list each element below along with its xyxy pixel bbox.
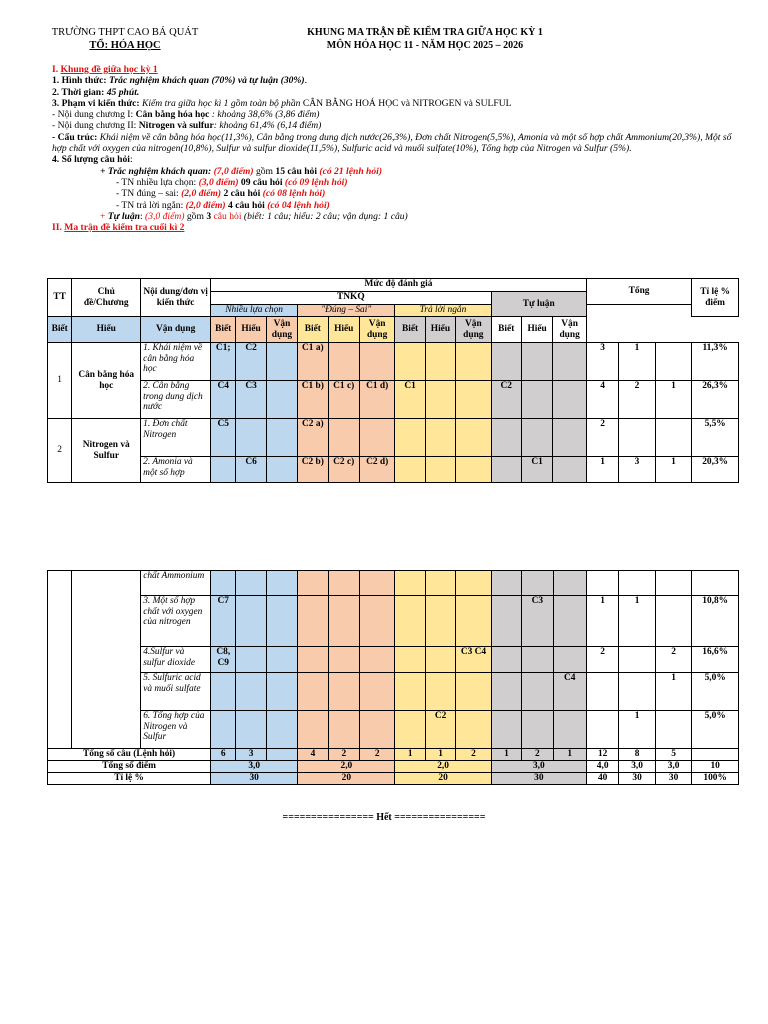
total-cell: 2	[586, 419, 618, 457]
line-tn-mcq: - TN nhiều lựa chọn: (3,0 điểm) 09 câu hỏi (có 09 lệnh hỏi)	[116, 176, 348, 188]
total-cell: 1	[586, 457, 618, 483]
level-cell: C1 c)	[328, 381, 359, 419]
total-cell	[655, 419, 691, 457]
level-header-hieu: Hiểu	[72, 317, 141, 343]
level-header-vd: Vận dụng	[266, 317, 297, 343]
level-cell	[328, 673, 359, 711]
level-cell	[211, 673, 236, 711]
level-cell: C7	[211, 596, 236, 647]
level-cell: C3 C4	[456, 647, 491, 673]
total-questions-cell: 2	[522, 749, 553, 761]
level-cell	[236, 711, 266, 749]
total-points-row-cell: 2,0	[298, 761, 395, 773]
line-structure: - Cấu trúc: Khái niệm về cân bằng hóa học(11,3%), Cân bằng trong dung dịch nước(26,3%), Đơn chất Nitrogen(5,5%), Amonia và một số hợp chất Ammonium(20,3%), Một số hợp chất với oxygen của nitrogen(10,8%), Sulfur và sulfur dioxide(11,5%), Sulfuric acid và muối sulfate(10%), Tổng hợp của Nitrogen và Sulfur (5%).	[52, 131, 732, 155]
level-cell: C1;	[211, 343, 236, 381]
level-cell	[359, 419, 394, 457]
level-cell	[456, 596, 491, 647]
level-cell	[328, 711, 359, 749]
total-cell: 5,5%	[692, 419, 739, 457]
level-cell	[298, 673, 328, 711]
total-questions-cell: 1	[553, 749, 586, 761]
topic-name: Cân bằng hóa học	[72, 343, 141, 419]
percentage-row-cell: 20	[298, 773, 395, 785]
total-cell: 2	[655, 647, 691, 673]
level-cell	[395, 596, 425, 647]
level-cell	[298, 647, 328, 673]
col-essay: Tự luận	[491, 292, 586, 317]
table-row	[48, 343, 739, 381]
topic-number: 1	[48, 343, 72, 419]
level-cell	[328, 343, 359, 381]
level-cell	[553, 711, 586, 749]
level-cell	[425, 457, 455, 483]
total-cell	[619, 571, 655, 596]
total-cell: 5,0%	[692, 711, 739, 749]
level-cell	[425, 381, 455, 419]
total-questions-cell: 2	[456, 749, 491, 761]
percentage-row-cell: 30	[491, 773, 586, 785]
table-row	[48, 596, 739, 647]
total-points-row-cell: 3,0	[211, 761, 298, 773]
level-cell	[456, 571, 491, 596]
level-cell: C6	[236, 457, 266, 483]
level-cell: C8, C9	[211, 647, 236, 673]
level-cell	[211, 711, 236, 749]
col-assessment-level: Mức độ đánh giá	[211, 279, 587, 292]
level-cell: C3	[522, 596, 553, 647]
level-cell	[395, 419, 425, 457]
topic-number-cont	[48, 571, 72, 749]
percentage-row-cell: 30	[211, 773, 298, 785]
col-short-answer: Trả lời ngắn	[395, 305, 491, 317]
level-cell: C2 c)	[328, 457, 359, 483]
level-cell	[553, 596, 586, 647]
level-cell	[522, 673, 553, 711]
header-right	[280, 26, 570, 52]
level-cell: C4	[211, 381, 236, 419]
total-questions-cell: 6	[211, 749, 236, 761]
percentage-row-cell: 40	[586, 773, 618, 785]
level-cell	[360, 673, 395, 711]
level-cell	[266, 647, 297, 673]
level-cell: C3	[236, 381, 266, 419]
col-mcq: Nhiều lựa chọn	[211, 305, 298, 317]
total-cell: 1	[655, 673, 691, 711]
level-cell	[425, 673, 455, 711]
level-cell	[456, 343, 491, 381]
school-name: TRƯỜNG THPT CAO BÁ QUÁT	[51, 27, 199, 38]
total-questions-cell: 2	[360, 749, 395, 761]
level-cell: C2 d)	[359, 457, 394, 483]
level-cell	[456, 381, 491, 419]
level-cell	[236, 571, 266, 596]
level-cell	[522, 711, 553, 749]
level-cell: C1 b)	[298, 381, 328, 419]
col-tt: TT	[48, 279, 72, 317]
level-cell	[521, 343, 552, 381]
total-questions-cell: 3	[236, 749, 266, 761]
content-cell: 5. Sulfuric acid và muối sulfate	[141, 673, 211, 711]
total-points-row-label: Tổng số điểm	[48, 761, 211, 773]
total-points-row-cell: 2,0	[395, 761, 491, 773]
total-cell: 4	[586, 381, 618, 419]
section-1	[52, 64, 742, 233]
table-row	[48, 571, 739, 596]
col-tnkq: TNKQ	[211, 292, 492, 305]
percentage-row-cell: 30	[655, 773, 691, 785]
level-cell: C2	[236, 343, 266, 381]
level-header-biet: Biết	[491, 317, 521, 343]
level-cell	[522, 647, 553, 673]
line-tn-short: - TN trả lời ngắn: (2,0 điểm) 4 câu hỏi (có 04 lệnh hỏi)	[116, 199, 330, 211]
level-cell	[456, 457, 491, 483]
doc-title: KHUNG MA TRẬN ĐỀ KIỂM TRA GIỮA HỌC KỲ 1	[307, 27, 543, 38]
level-cell: C1 d)	[359, 381, 394, 419]
level-header-biet: Biết	[395, 317, 425, 343]
table-row	[48, 457, 739, 483]
level-cell	[236, 673, 266, 711]
total-cell	[655, 343, 691, 381]
level-header-biet: Biết	[298, 317, 328, 343]
content-cell: 6. Tổng hợp của Nitrogen và Sulfur	[141, 711, 211, 749]
col-ratio: Tỉ lệ % điểm	[692, 279, 739, 317]
total-cell: 3	[586, 343, 618, 381]
level-cell	[360, 571, 395, 596]
level-cell	[491, 343, 521, 381]
level-header-vd: Vận dụng	[553, 317, 587, 343]
total-questions-cell: 5	[655, 749, 691, 761]
level-header-hieu: Hiểu	[236, 317, 266, 343]
total-cell: 2	[586, 647, 618, 673]
total-cell: 1	[619, 596, 655, 647]
level-cell	[328, 571, 359, 596]
total-cell	[586, 711, 618, 749]
level-cell	[425, 571, 455, 596]
line-chapter-1: - Nội dung chương I: Cân bằng hóa học : khoảng 38,6% (3,86 điểm)	[52, 109, 320, 121]
level-cell	[266, 571, 297, 596]
total-cell	[655, 711, 691, 749]
level-cell	[360, 647, 395, 673]
total-cell	[619, 673, 655, 711]
level-header-biet: Biết	[48, 317, 72, 343]
level-cell: C4	[553, 673, 586, 711]
level-cell	[521, 419, 552, 457]
total-cell: 11,3%	[692, 343, 739, 381]
content-cell: 1. Đơn chất Nitrogen	[141, 419, 211, 457]
header-left	[40, 26, 210, 52]
level-cell	[553, 647, 586, 673]
level-cell	[395, 673, 425, 711]
col-content: Nội dung/đơn vị kiến thức	[141, 279, 211, 317]
level-cell: C1	[395, 381, 425, 419]
level-cell	[553, 343, 587, 381]
level-cell	[425, 596, 455, 647]
total-points-row	[48, 761, 739, 773]
level-cell	[298, 596, 328, 647]
level-cell	[491, 596, 521, 647]
total-questions-cell: 4	[298, 749, 328, 761]
level-cell	[266, 596, 297, 647]
level-header-vd: Vận dụng	[456, 317, 491, 343]
line-tnkq: + Trắc nghiệm khách quan: (7,0 điểm) gồm 15 câu hỏi (có 21 lệnh hỏi)	[100, 165, 383, 177]
level-cell	[328, 647, 359, 673]
total-cell: 5,0%	[692, 673, 739, 711]
level-header-vd: Vận dụng	[141, 317, 211, 343]
level-cell	[456, 673, 491, 711]
total-cell: 1	[655, 381, 691, 419]
percentage-row	[48, 773, 739, 785]
percentage-row-cell: 30	[619, 773, 655, 785]
col-chapter: Chủ đề/Chương	[72, 279, 141, 317]
level-cell	[395, 571, 425, 596]
level-cell	[425, 647, 455, 673]
level-cell	[266, 343, 297, 381]
total-points-row-cell: 4,0	[586, 761, 618, 773]
total-questions-cell: 1	[425, 749, 455, 761]
total-questions-cell: 8	[619, 749, 655, 761]
level-cell	[553, 571, 586, 596]
level-cell: C2	[425, 711, 455, 749]
level-cell	[266, 419, 297, 457]
total-questions-row	[48, 749, 739, 761]
total-cell: 2	[619, 381, 655, 419]
level-cell	[211, 571, 236, 596]
total-cell	[655, 571, 691, 596]
level-cell	[328, 419, 359, 457]
percentage-row-cell: 100%	[692, 773, 739, 785]
level-header-hieu: Hiểu	[521, 317, 552, 343]
level-header-biet: Biết	[211, 317, 236, 343]
level-cell	[211, 457, 236, 483]
level-cell	[491, 647, 521, 673]
line-tn-truefalse: - TN đúng – sai: (2,0 điểm) 2 câu hỏi (có 08 lệnh hỏi)	[116, 188, 326, 200]
content-cell: 3. Một số hợp chất với oxygen của nitrogen	[141, 596, 211, 647]
total-cell: 10,8%	[692, 596, 739, 647]
level-header-vd: Vận dụng	[359, 317, 394, 343]
table-row	[48, 647, 739, 673]
level-cell	[491, 419, 521, 457]
line-chapter-2: - Nội dung chương II: Nitrogen và sulfur: khoảng 61,4% (6,14 điểm)	[52, 120, 322, 132]
level-cell	[553, 457, 587, 483]
total-cell: 1	[586, 596, 618, 647]
content-cell: 2. Amonia và một số hợp	[141, 457, 211, 483]
level-cell: C5	[211, 419, 236, 457]
topic-name: Nitrogen và Sulfur	[72, 419, 141, 483]
level-cell	[395, 711, 425, 749]
total-questions-cell	[266, 749, 297, 761]
table-row	[48, 381, 739, 419]
level-cell: C2 a)	[298, 419, 328, 457]
level-cell	[522, 571, 553, 596]
matrix-table-part-2	[47, 570, 739, 785]
level-cell	[425, 419, 455, 457]
doc-subtitle: MÔN HÓA HỌC 11 - NĂM HỌC 2025 – 2026	[326, 40, 524, 51]
level-cell	[456, 711, 491, 749]
content-cell: 4.Sulfur và sulfur dioxide	[141, 647, 211, 673]
level-cell	[395, 457, 425, 483]
level-cell	[491, 457, 521, 483]
percentage-row-cell: 20	[395, 773, 491, 785]
level-cell: C2 b)	[298, 457, 328, 483]
matrix-table-part-1	[47, 278, 739, 483]
level-cell	[236, 596, 266, 647]
level-cell	[360, 596, 395, 647]
level-cell	[298, 571, 328, 596]
percentage-row-label: Tỉ lệ %	[48, 773, 211, 785]
level-cell: C1 a)	[298, 343, 328, 381]
total-points-row-cell: 3,0	[619, 761, 655, 773]
total-cell	[619, 419, 655, 457]
level-cell	[266, 711, 297, 749]
total-cell: 1	[619, 343, 655, 381]
total-points-row-cell: 3,0	[655, 761, 691, 773]
level-header-hieu: Hiểu	[425, 317, 455, 343]
level-cell	[425, 343, 455, 381]
level-cell	[236, 647, 266, 673]
total-cell: 20,3%	[692, 457, 739, 483]
level-header-hieu: Hiểu	[328, 317, 359, 343]
level-cell	[395, 343, 425, 381]
topic-name-cont	[72, 571, 141, 749]
line-time: 2. Thời gian: 45 phút.	[52, 86, 140, 98]
level-cell	[328, 596, 359, 647]
level-cell	[521, 381, 552, 419]
total-cell: 16,6%	[692, 647, 739, 673]
level-cell: C1	[521, 457, 552, 483]
level-cell	[360, 711, 395, 749]
total-points-row-cell: 3,0	[491, 761, 586, 773]
total-points-row-cell: 10	[692, 761, 739, 773]
level-cell	[491, 571, 521, 596]
total-cell: 3	[619, 457, 655, 483]
topic-number: 2	[48, 419, 72, 483]
total-cell	[586, 673, 618, 711]
total-cell	[619, 647, 655, 673]
level-cell	[236, 419, 266, 457]
col-truefalse: "Đúng – Sai"	[298, 305, 395, 317]
level-cell	[266, 457, 297, 483]
content-cell: chất Ammonium	[141, 571, 211, 596]
total-cell	[655, 596, 691, 647]
total-cell: 1	[619, 711, 655, 749]
col-total: Tổng	[586, 279, 691, 305]
level-cell	[553, 419, 587, 457]
level-cell	[298, 711, 328, 749]
total-questions-cell: 2	[328, 749, 359, 761]
total-questions-cell: 1	[395, 749, 425, 761]
total-questions-cell: 12	[586, 749, 618, 761]
line-scope: 3. Phạm vi kiến thức: Kiểm tra giữa học kì 1 gồm toàn bộ phần CÂN BẰNG HOÁ HỌC và NITROGEN và SULFUL	[52, 97, 512, 109]
total-questions-cell	[692, 749, 739, 761]
section-1-heading: I. Khung đề giữa học kỳ 1	[52, 64, 158, 75]
level-cell	[456, 419, 491, 457]
line-essay: + Tự luận: (3,0 điểm) gồm 3 câu hỏi (biết: 1 câu; hiểu: 2 câu; vận dụng: 1 câu)	[100, 210, 408, 222]
total-cell	[692, 571, 739, 596]
line-form: 1. Hình thức: Trắc nghiệm khách quan (70%) và tự luận (30%).	[52, 75, 308, 87]
section-2-heading: II. Ma trận đề kiểm tra cuối kì 2	[52, 222, 185, 234]
total-cell	[586, 571, 618, 596]
table-row	[48, 711, 739, 749]
department-name: TỔ: HÓA HỌC	[89, 40, 161, 51]
line-question-count: 4. Số lượng câu hỏi:	[52, 154, 133, 166]
level-cell	[491, 711, 521, 749]
total-questions-cell: 1	[491, 749, 521, 761]
total-cell: 26,3%	[692, 381, 739, 419]
end-marker: ================ Hết ================	[282, 812, 486, 823]
level-cell: C2	[491, 381, 521, 419]
content-cell: 1. Khái niệm về cân bằng hóa học	[141, 343, 211, 381]
content-cell: 2. Cân bằng trong dung dịch nước	[141, 381, 211, 419]
level-cell	[266, 673, 297, 711]
table-row	[48, 673, 739, 711]
total-questions-label: Tổng số câu (Lệnh hỏi)	[48, 749, 211, 761]
total-cell: 1	[655, 457, 691, 483]
level-cell	[266, 381, 297, 419]
table-row	[48, 419, 739, 457]
level-cell	[491, 673, 521, 711]
level-cell	[395, 647, 425, 673]
level-cell	[359, 343, 394, 381]
level-cell	[553, 381, 587, 419]
